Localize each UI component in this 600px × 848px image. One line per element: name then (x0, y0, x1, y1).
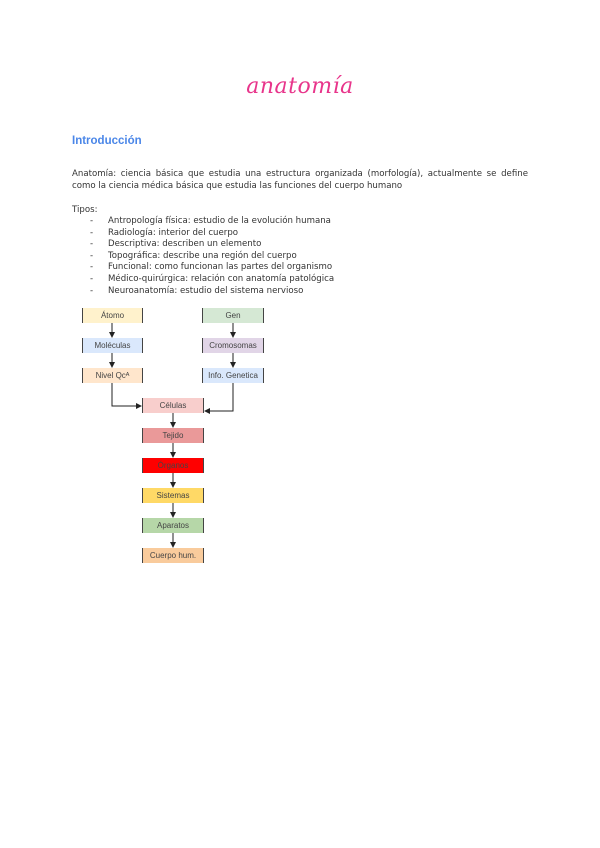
list-marker: - (90, 227, 94, 238)
node-cromosomas: Cromosomas (202, 338, 264, 353)
list-item-text: Antropología física: estudio de la evolución humana (108, 216, 331, 226)
list-marker: - (90, 262, 94, 273)
list-item-text: Neuroanatomía: estudio del sistema nervioso (108, 285, 304, 296)
arrow-nivel-celulas (112, 383, 141, 406)
node-nivel: Nivel Qcᴬ (82, 368, 143, 383)
list-item-text: Funcional: como funcionan las partes del organismo (108, 262, 333, 273)
tipos-label: Tipos: (72, 205, 98, 215)
page-title: anatomía (246, 74, 354, 99)
list-marker: - (90, 250, 94, 261)
intro-paragraph: Anatomía: ciencia básica que estudia una estructura organizada (morfología), actualmente se define como la ciencia médica básica que estudia las funciones del cuerpo humano (72, 169, 528, 191)
node-organos: Órganos (142, 458, 204, 473)
arrow-info-celulas (205, 383, 233, 411)
section-heading: Introducción (72, 135, 142, 147)
node-celulas: Células (142, 398, 204, 413)
node-aparatos: Aparatos (142, 518, 204, 533)
list-marker: - (90, 216, 94, 226)
node-info-genetica: Info. Genetica (202, 368, 264, 383)
list-marker: - (90, 273, 94, 284)
node-gen: Gen (202, 308, 264, 323)
node-moleculas: Moléculas (82, 338, 143, 353)
node-atomo: Átomo (82, 308, 143, 323)
list-item-text: Médico-quirúrgica: relación con anatomía patológica (108, 273, 335, 284)
list-item-text: Topográfica: describe una región del cuerpo (108, 250, 297, 261)
list-item-text: Radiología: interior del cuerpo (108, 227, 239, 238)
list-marker: - (90, 285, 94, 296)
node-cuerpo-humano: Cuerpo hum. (142, 548, 204, 563)
node-sistemas: Sistemas (142, 488, 204, 503)
list-marker: - (90, 239, 94, 250)
list-item-text: Descriptiva: describen un elemento (108, 239, 262, 250)
node-tejido: Tejido (142, 428, 204, 443)
